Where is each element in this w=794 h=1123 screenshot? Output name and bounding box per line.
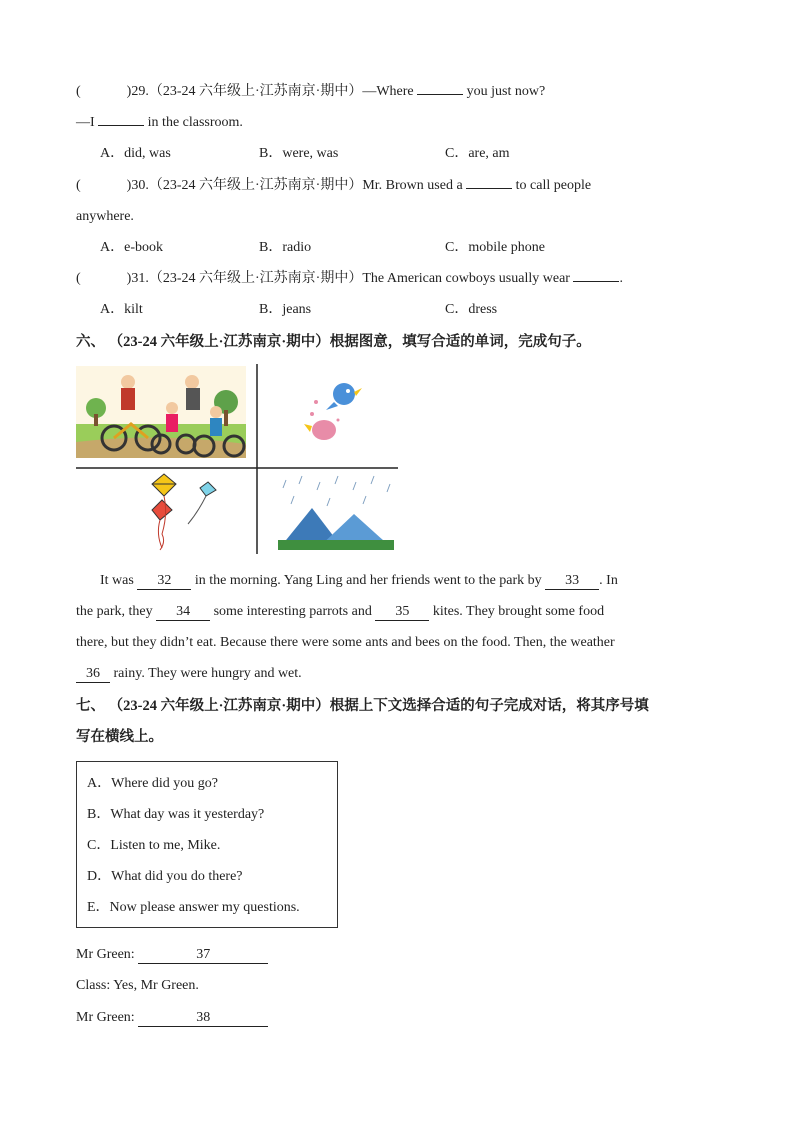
dialogue-line-1 [76,945,268,965]
q29-line2-a: —I [76,115,95,130]
section6-heading: 六、 （23-24 六年级上·江苏南京·期中）根据图意，填写合适的单词，完成句子。 [76,334,591,350]
speaker-label: Mr Green: [76,947,135,962]
rainy-mountains-picture [278,476,394,550]
choice-e: E．Now please answer my questions. [87,900,300,915]
blank-38[interactable]: 38 [138,1010,268,1027]
q31-option-b[interactable]: B．jeans [259,302,312,317]
picture-grid [76,364,400,556]
q31-text-b: . [619,271,623,286]
q30-text-b: to call people [515,178,592,193]
choice-a: A．Where did you go? [87,776,219,791]
passage-text: It was [100,573,134,588]
q31-number: )31. [126,271,149,286]
passage-line-3: there, but they didn’t eat. Because there were some ants and bees on the food. Then, the weather [76,635,615,650]
blank-37[interactable]: 37 [138,947,268,964]
q29-blank-1[interactable] [417,94,463,95]
q29-text-b: you just now? [466,84,546,99]
q30-source: （23-24 六年级上·江苏南京·期中） [148,178,363,193]
q30-number: )30. [126,178,149,193]
kites-picture [152,474,216,550]
q31-blank[interactable] [573,281,619,282]
passage-text: kites. They brought some food [432,604,605,619]
cycling-family-picture [76,366,246,458]
passage-text: some interesting parrots and [213,604,372,619]
dialogue-line-3 [76,1008,268,1028]
passage-text: . In [599,573,618,588]
passage-text: in the morning. Yang Ling and her friends went to the park by [194,573,542,588]
section7-heading-line1: 七、 （23-24 六年级上·江苏南京·期中）根据上下文选择合适的句子完成对话，将其序号填 [76,698,649,714]
q31-source: （23-24 六年级上·江苏南京·期中） [148,271,363,286]
q29-option-a[interactable]: A．did, was [100,146,171,161]
passage-text: rainy. They were hungry and wet. [113,666,302,681]
q31-option-c[interactable]: C．dress [445,302,498,317]
q30-option-c[interactable]: C．mobile phone [445,240,545,255]
q29-line1 [76,82,545,102]
passage-line-1 [100,571,618,591]
q30-line2: anywhere. [76,209,134,224]
q31-option-a[interactable]: A．kilt [100,302,143,317]
parrots-picture [304,383,362,440]
blank-36[interactable]: 36 [76,666,110,683]
choice-c: C．Listen to me, Mike. [87,838,221,853]
choice-d: D．What did you do there? [87,869,243,884]
passage-text: the park, they [76,604,153,619]
passage-line-2 [76,602,604,622]
q30-blank[interactable] [466,188,512,189]
q29-paren: ( [76,84,81,99]
speaker-label: Mr Green: [76,1010,135,1025]
passage-line-4 [76,664,302,684]
choice-b: B．What day was it yesterday? [87,807,265,822]
blank-32[interactable]: 32 [137,573,191,590]
q30-paren: ( [76,178,81,193]
blank-34[interactable]: 34 [156,604,210,621]
blank-33[interactable]: 33 [545,573,599,590]
q29-line2 [76,113,243,133]
q29-option-b[interactable]: B．were, was [259,146,339,161]
q29-source: （23-24 六年级上·江苏南京·期中） [148,84,363,99]
blank-35[interactable]: 35 [375,604,429,621]
q29-line2-b: in the classroom. [147,115,243,130]
q29-number: )29. [126,84,149,99]
q29-option-c[interactable]: C．are, am [445,146,510,161]
q31-text-a: The American cowboys usually wear [362,271,570,286]
choice-box [76,761,338,928]
q29-text-a: —Where [362,84,414,99]
section7-heading-line2: 写在横线上。 [76,729,163,745]
dialogue-line-2: Class: Yes, Mr Green. [76,978,199,993]
q29-blank-2[interactable] [98,125,144,126]
q30-line1 [76,176,591,196]
q30-text-a: Mr. Brown used a [362,178,463,193]
q30-option-b[interactable]: B．radio [259,240,312,255]
q30-option-a[interactable]: A．e-book [100,240,163,255]
q31-paren: ( [76,271,81,286]
q31-line1 [76,269,623,289]
